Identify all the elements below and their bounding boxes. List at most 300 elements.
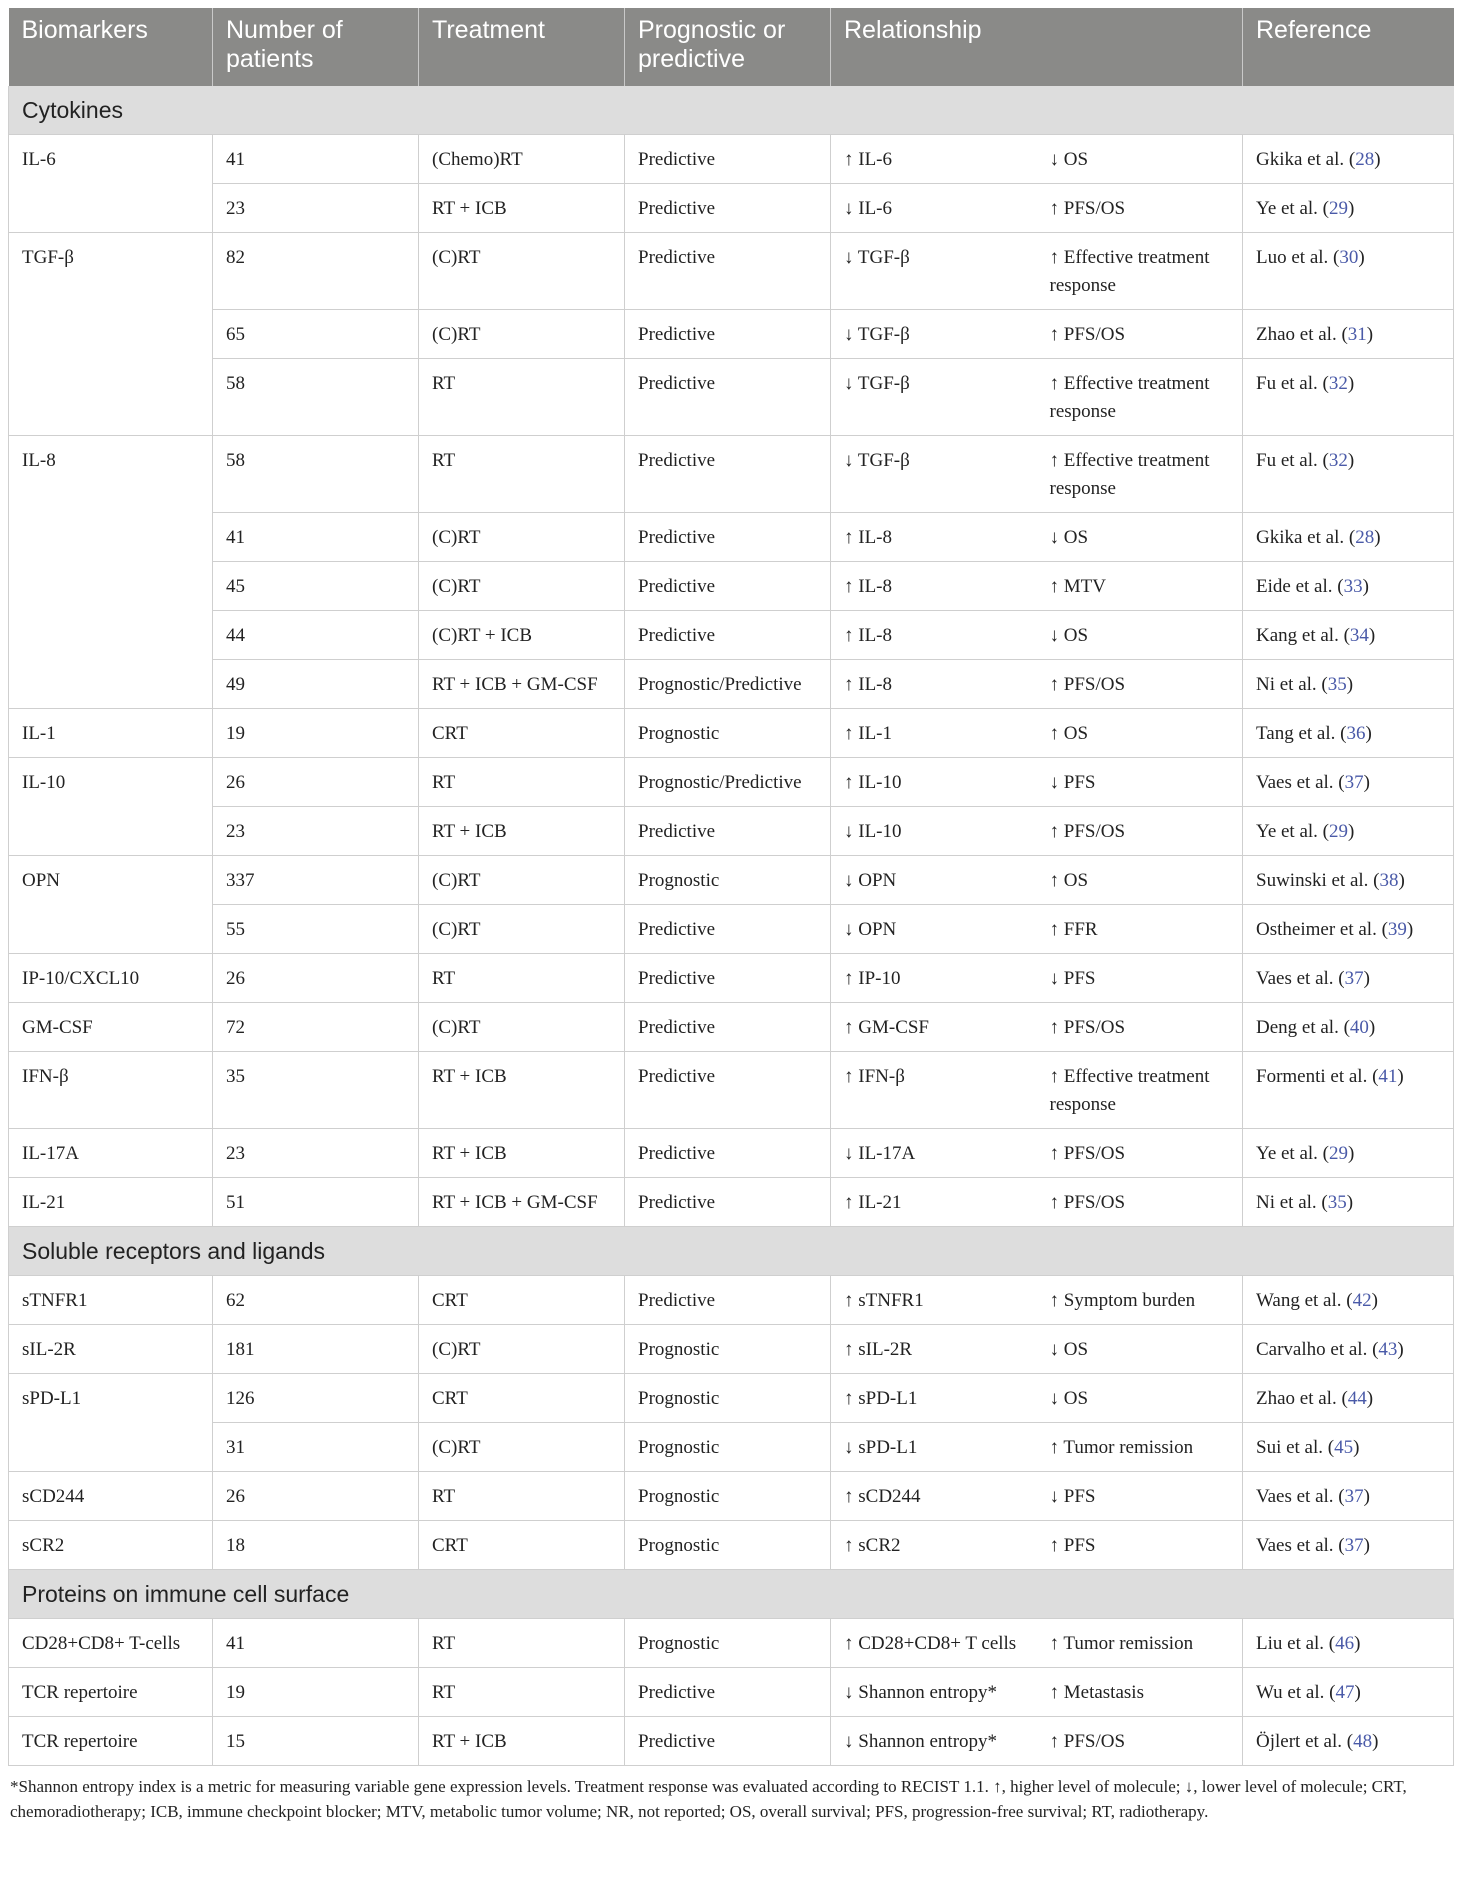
reference-citation-link[interactable]: 28 xyxy=(1355,149,1375,170)
relationship-marker-cell: ↑ IP-10 xyxy=(831,954,1037,1003)
section-header-row xyxy=(9,1570,1454,1619)
reference-cell xyxy=(1243,905,1454,954)
reference-author: Kang et al. ( xyxy=(1256,625,1350,646)
reference-citation-link[interactable]: 38 xyxy=(1379,870,1399,891)
reference-close-paren: ) xyxy=(1366,324,1374,345)
table-row xyxy=(9,184,1454,233)
reference-cell xyxy=(1243,1129,1454,1178)
relationship-outcome-cell: ↑ Effective treatment response xyxy=(1037,359,1243,436)
prognostic-predictive-cell: Predictive xyxy=(625,1003,831,1052)
reference-citation-link[interactable]: 37 xyxy=(1344,1535,1364,1556)
patients-cell: 35 xyxy=(213,1052,419,1129)
relationship-marker-cell: ↓ TGF-β xyxy=(831,233,1037,310)
reference-close-paren: ) xyxy=(1354,1633,1361,1654)
reference-cell xyxy=(1243,1374,1454,1423)
table-row xyxy=(9,359,1454,436)
table-row xyxy=(9,1668,1454,1717)
treatment-cell: RT + ICB xyxy=(419,807,625,856)
prognostic-predictive-cell: Predictive xyxy=(625,310,831,359)
reference-author: Fu et al. ( xyxy=(1256,450,1329,471)
treatment-cell: RT xyxy=(419,1619,625,1668)
biomarker-cell: IL-21 xyxy=(9,1178,213,1227)
table-row xyxy=(9,1472,1454,1521)
prognostic-predictive-cell: Prognostic xyxy=(625,709,831,758)
reference-close-paren: ) xyxy=(1354,1682,1361,1703)
reference-citation-link[interactable]: 35 xyxy=(1327,1192,1347,1213)
treatment-cell: RT xyxy=(419,359,625,436)
prognostic-predictive-cell: Prognostic xyxy=(625,1619,831,1668)
treatment-cell: RT + ICB + GM-CSF xyxy=(419,660,625,709)
reference-citation-link[interactable]: 36 xyxy=(1346,723,1366,744)
table-row xyxy=(9,1325,1454,1374)
header-relationship: Relationship xyxy=(831,8,1243,86)
reference-close-paren: ) xyxy=(1368,625,1376,646)
biomarker-cell: IFN-β xyxy=(9,1052,213,1129)
table-row xyxy=(9,436,1454,513)
treatment-cell: RT + ICB xyxy=(419,184,625,233)
reference-close-paren: ) xyxy=(1348,198,1355,219)
patients-cell: 55 xyxy=(213,905,419,954)
biomarker-cell: IL-1 xyxy=(9,709,213,758)
reference-close-paren: ) xyxy=(1362,576,1369,597)
relationship-marker-cell: ↑ sPD-L1 xyxy=(831,1374,1037,1423)
prognostic-predictive-cell: Prognostic/Predictive xyxy=(625,660,831,709)
biomarker-cell: sIL-2R xyxy=(9,1325,213,1374)
reference-citation-link[interactable]: 28 xyxy=(1355,527,1375,548)
treatment-cell: RT + ICB xyxy=(419,1052,625,1129)
table-row xyxy=(9,1276,1454,1325)
relationship-outcome-cell: ↑ OS xyxy=(1037,856,1243,905)
reference-cell xyxy=(1243,1178,1454,1227)
reference-close-paren: ) xyxy=(1358,247,1365,268)
biomarker-cell: IP-10/CXCL10 xyxy=(9,954,213,1003)
relationship-outcome-cell: ↓ PFS xyxy=(1037,758,1243,807)
treatment-cell: (Chemo)RT xyxy=(419,135,625,184)
treatment-cell: (C)RT xyxy=(419,905,625,954)
treatment-cell: (C)RT xyxy=(419,856,625,905)
relationship-marker-cell: ↑ IL-6 xyxy=(831,135,1037,184)
section-title: Proteins on immune cell surface xyxy=(9,1570,1454,1619)
reference-citation-link[interactable]: 46 xyxy=(1335,1633,1355,1654)
treatment-cell: CRT xyxy=(419,1276,625,1325)
section-title: Cytokines xyxy=(9,86,1454,135)
relationship-outcome-cell: ↑ PFS/OS xyxy=(1037,1129,1243,1178)
patients-cell: 26 xyxy=(213,1472,419,1521)
table-row xyxy=(9,1052,1454,1129)
reference-citation-link[interactable]: 29 xyxy=(1329,198,1349,219)
prognostic-predictive-cell: Predictive xyxy=(625,611,831,660)
relationship-marker-cell: ↓ OPN xyxy=(831,905,1037,954)
reference-author: Wang et al. ( xyxy=(1256,1290,1353,1311)
reference-author: Carvalho et al. ( xyxy=(1256,1339,1379,1360)
biomarker-cell: sPD-L1 xyxy=(9,1374,213,1472)
prognostic-predictive-cell: Predictive xyxy=(625,1129,831,1178)
treatment-cell: RT xyxy=(419,758,625,807)
prognostic-predictive-cell: Predictive xyxy=(625,562,831,611)
relationship-outcome-cell: ↑ PFS/OS xyxy=(1037,807,1243,856)
reference-cell xyxy=(1243,1619,1454,1668)
reference-cell xyxy=(1243,1052,1454,1129)
table-row xyxy=(9,1423,1454,1472)
relationship-marker-cell: ↓ IL-17A xyxy=(831,1129,1037,1178)
biomarker-cell: GM-CSF xyxy=(9,1003,213,1052)
reference-citation-link[interactable]: 30 xyxy=(1339,247,1359,268)
relationship-marker-cell: ↑ sTNFR1 xyxy=(831,1276,1037,1325)
header-biomarkers: Biomarkers xyxy=(9,8,213,86)
relationship-marker-cell: ↑ IL-8 xyxy=(831,513,1037,562)
reference-citation-link[interactable]: 35 xyxy=(1327,674,1347,695)
header-prognostic-or-predictive: Prognostic or predictive xyxy=(625,8,831,86)
reference-citation-link[interactable]: 45 xyxy=(1334,1437,1354,1458)
reference-citation-link[interactable]: 29 xyxy=(1329,821,1349,842)
relationship-marker-cell: ↑ sCD244 xyxy=(831,1472,1037,1521)
reference-close-paren: ) xyxy=(1353,1437,1360,1458)
reference-author: Vaes et al. ( xyxy=(1256,772,1345,793)
relationship-marker-cell: ↑ sIL-2R xyxy=(831,1325,1037,1374)
table-row xyxy=(9,310,1454,359)
table-row xyxy=(9,954,1454,1003)
reference-citation-link[interactable]: 37 xyxy=(1344,772,1364,793)
reference-close-paren: ) xyxy=(1398,870,1405,891)
reference-author: Eide et al. ( xyxy=(1256,576,1344,597)
reference-citation-link[interactable]: 32 xyxy=(1328,373,1348,394)
patients-cell: 82 xyxy=(213,233,419,310)
treatment-cell: (C)RT xyxy=(419,233,625,310)
patients-cell: 337 xyxy=(213,856,419,905)
patients-cell: 41 xyxy=(213,513,419,562)
prognostic-predictive-cell: Prognostic xyxy=(625,856,831,905)
reference-close-paren: ) xyxy=(1406,919,1414,940)
biomarker-cell: sCD244 xyxy=(9,1472,213,1521)
reference-citation-link[interactable]: 39 xyxy=(1387,919,1407,940)
reference-author: Öjlert et al. ( xyxy=(1256,1731,1354,1752)
reference-citation-link[interactable]: 40 xyxy=(1349,1017,1369,1038)
reference-author: Gkika et al. ( xyxy=(1256,149,1356,170)
treatment-cell: (C)RT + ICB xyxy=(419,611,625,660)
biomarker-cell: TCR repertoire xyxy=(9,1668,213,1717)
table-row xyxy=(9,856,1454,905)
biomarker-cell: sTNFR1 xyxy=(9,1276,213,1325)
relationship-marker-cell: ↑ GM-CSF xyxy=(831,1003,1037,1052)
reference-close-paren: ) xyxy=(1366,1388,1374,1409)
prognostic-predictive-cell: Prognostic/Predictive xyxy=(625,758,831,807)
reference-author: Vaes et al. ( xyxy=(1256,1486,1345,1507)
reference-author: Ni et al. ( xyxy=(1256,674,1328,695)
relationship-marker-cell: ↑ IL-8 xyxy=(831,562,1037,611)
treatment-cell: RT xyxy=(419,436,625,513)
relationship-outcome-cell: ↑ Effective treatment response xyxy=(1037,1052,1243,1129)
relationship-outcome-cell: ↑ PFS/OS xyxy=(1037,184,1243,233)
reference-cell xyxy=(1243,1717,1454,1766)
reference-cell xyxy=(1243,660,1454,709)
table-row xyxy=(9,807,1454,856)
relationship-outcome-cell: ↓ OS xyxy=(1037,513,1243,562)
relationship-outcome-cell: ↓ PFS xyxy=(1037,954,1243,1003)
prognostic-predictive-cell: Predictive xyxy=(625,184,831,233)
patients-cell: 58 xyxy=(213,436,419,513)
reference-close-paren: ) xyxy=(1363,1486,1370,1507)
patients-cell: 23 xyxy=(213,807,419,856)
reference-author: Zhao et al. ( xyxy=(1256,324,1348,345)
biomarker-cell: CD28+CD8+ T-cells xyxy=(9,1619,213,1668)
patients-cell: 19 xyxy=(213,709,419,758)
relationship-marker-cell: ↓ IL-10 xyxy=(831,807,1037,856)
relationship-outcome-cell: ↑ Effective treatment response xyxy=(1037,436,1243,513)
table-row xyxy=(9,513,1454,562)
prognostic-predictive-cell: Predictive xyxy=(625,436,831,513)
reference-citation-link[interactable]: 41 xyxy=(1378,1066,1398,1087)
relationship-outcome-cell: ↓ OS xyxy=(1037,1325,1243,1374)
reference-close-paren: ) xyxy=(1348,1143,1355,1164)
prognostic-predictive-cell: Predictive xyxy=(625,807,831,856)
patients-cell: 41 xyxy=(213,1619,419,1668)
table-row xyxy=(9,611,1454,660)
reference-author: Ye et al. ( xyxy=(1256,821,1330,842)
treatment-cell: (C)RT xyxy=(419,1003,625,1052)
reference-citation-link[interactable]: 31 xyxy=(1347,324,1367,345)
patients-cell: 45 xyxy=(213,562,419,611)
reference-cell xyxy=(1243,954,1454,1003)
treatment-cell: CRT xyxy=(419,709,625,758)
reference-author: Luo et al. ( xyxy=(1256,247,1340,268)
patients-cell: 23 xyxy=(213,1129,419,1178)
table-row xyxy=(9,233,1454,310)
reference-citation-link[interactable]: 33 xyxy=(1343,576,1363,597)
relationship-marker-cell: ↑ IFN-β xyxy=(831,1052,1037,1129)
reference-cell xyxy=(1243,807,1454,856)
treatment-cell: CRT xyxy=(419,1521,625,1570)
relationship-marker-cell: ↑ IL-21 xyxy=(831,1178,1037,1227)
reference-author: Zhao et al. ( xyxy=(1256,1388,1348,1409)
reference-cell xyxy=(1243,758,1454,807)
reference-close-paren: ) xyxy=(1348,821,1355,842)
reference-author: Deng et al. ( xyxy=(1256,1017,1350,1038)
reference-cell xyxy=(1243,1668,1454,1717)
patients-cell: 41 xyxy=(213,135,419,184)
reference-cell xyxy=(1243,562,1454,611)
prognostic-predictive-cell: Prognostic xyxy=(625,1374,831,1423)
relationship-marker-cell: ↓ OPN xyxy=(831,856,1037,905)
prognostic-predictive-cell: Predictive xyxy=(625,1178,831,1227)
treatment-cell: RT xyxy=(419,1472,625,1521)
reference-author: Sui et al. ( xyxy=(1256,1437,1335,1458)
treatment-cell: (C)RT xyxy=(419,513,625,562)
relationship-outcome-cell: ↑ Symptom burden xyxy=(1037,1276,1243,1325)
reference-close-paren: ) xyxy=(1363,772,1370,793)
biomarker-cell: IL-6 xyxy=(9,135,213,233)
reference-cell xyxy=(1243,233,1454,310)
patients-cell: 15 xyxy=(213,1717,419,1766)
header-reference: Reference xyxy=(1243,8,1454,86)
treatment-cell: RT xyxy=(419,1668,625,1717)
reference-author: Vaes et al. ( xyxy=(1256,1535,1345,1556)
relationship-outcome-cell: ↑ Effective treatment response xyxy=(1037,233,1243,310)
treatment-cell: RT + ICB xyxy=(419,1717,625,1766)
relationship-marker-cell: ↑ CD28+CD8+ T cells xyxy=(831,1619,1037,1668)
reference-cell xyxy=(1243,310,1454,359)
biomarker-table xyxy=(8,8,1454,1766)
table-row xyxy=(9,135,1454,184)
reference-close-paren: ) xyxy=(1346,1192,1354,1213)
biomarker-cell: TGF-β xyxy=(9,233,213,436)
reference-citation-link[interactable]: 34 xyxy=(1349,625,1369,646)
relationship-outcome-cell: ↑ PFS/OS xyxy=(1037,1178,1243,1227)
patients-cell: 65 xyxy=(213,310,419,359)
table-row xyxy=(9,1374,1454,1423)
prognostic-predictive-cell: Predictive xyxy=(625,954,831,1003)
section-header-row xyxy=(9,1227,1454,1276)
reference-author: Ostheimer et al. ( xyxy=(1256,919,1388,940)
reference-author: Liu et al. ( xyxy=(1256,1633,1336,1654)
reference-citation-link[interactable]: 37 xyxy=(1344,968,1364,989)
reference-cell xyxy=(1243,184,1454,233)
reference-close-paren: ) xyxy=(1363,968,1370,989)
prognostic-predictive-cell: Predictive xyxy=(625,1052,831,1129)
reference-citation-link[interactable]: 37 xyxy=(1344,1486,1364,1507)
relationship-marker-cell: ↑ IL-1 xyxy=(831,709,1037,758)
treatment-cell: (C)RT xyxy=(419,562,625,611)
reference-close-paren: ) xyxy=(1371,1290,1378,1311)
reference-cell xyxy=(1243,135,1454,184)
prognostic-predictive-cell: Predictive xyxy=(625,1717,831,1766)
reference-citation-link[interactable]: 44 xyxy=(1347,1388,1367,1409)
prognostic-predictive-cell: Predictive xyxy=(625,1668,831,1717)
relationship-marker-cell: ↓ TGF-β xyxy=(831,436,1037,513)
treatment-cell: RT + ICB xyxy=(419,1129,625,1178)
relationship-outcome-cell: ↓ OS xyxy=(1037,135,1243,184)
table-footnote: *Shannon entropy index is a metric for measuring variable gene expression levels. Treatment response was evaluated according to RECIST 1.1. ↑, higher level of molecule; ↓, lower level of molecule; CRT, chemoradiotherapy; ICB, immune checkpoint blocker; MTV, metabolic tumor volume; NR, not reported; OS, overall survival; PFS, progression-free survival; RT, radiotherapy. xyxy=(10,1777,1407,1821)
prognostic-predictive-cell: Prognostic xyxy=(625,1325,831,1374)
table-row xyxy=(9,562,1454,611)
table-row xyxy=(9,1178,1454,1227)
reference-cell xyxy=(1243,436,1454,513)
treatment-cell: CRT xyxy=(419,1374,625,1423)
table-row xyxy=(9,1521,1454,1570)
relationship-outcome-cell: ↑ OS xyxy=(1037,709,1243,758)
prognostic-predictive-cell: Predictive xyxy=(625,135,831,184)
treatment-cell: RT + ICB + GM-CSF xyxy=(419,1178,625,1227)
patients-cell: 31 xyxy=(213,1423,419,1472)
biomarker-cell: OPN xyxy=(9,856,213,954)
reference-cell xyxy=(1243,1521,1454,1570)
prognostic-predictive-cell: Prognostic xyxy=(625,1472,831,1521)
section-header-row xyxy=(9,86,1454,135)
reference-cell xyxy=(1243,1276,1454,1325)
patients-cell: 26 xyxy=(213,954,419,1003)
reference-cell xyxy=(1243,513,1454,562)
treatment-cell: (C)RT xyxy=(419,1423,625,1472)
reference-citation-link[interactable]: 48 xyxy=(1353,1731,1373,1752)
section-title: Soluble receptors and ligands xyxy=(9,1227,1454,1276)
reference-citation-link[interactable]: 29 xyxy=(1329,1143,1349,1164)
relationship-outcome-cell: ↑ FFR xyxy=(1037,905,1243,954)
table-body xyxy=(9,86,1454,1766)
relationship-marker-cell: ↑ IL-8 xyxy=(831,611,1037,660)
relationship-marker-cell: ↓ TGF-β xyxy=(831,310,1037,359)
relationship-outcome-cell: ↑ PFS xyxy=(1037,1521,1243,1570)
patients-cell: 19 xyxy=(213,1668,419,1717)
header-number-of-patients: Number of patients xyxy=(213,8,419,86)
treatment-cell: RT xyxy=(419,954,625,1003)
reference-citation-link[interactable]: 47 xyxy=(1335,1682,1355,1703)
relationship-marker-cell: ↓ Shannon entropy* xyxy=(831,1668,1037,1717)
patients-cell: 72 xyxy=(213,1003,419,1052)
patients-cell: 26 xyxy=(213,758,419,807)
reference-close-paren: ) xyxy=(1347,373,1355,394)
reference-author: Tang et al. ( xyxy=(1256,723,1347,744)
reference-cell xyxy=(1243,1003,1454,1052)
reference-cell xyxy=(1243,359,1454,436)
prognostic-predictive-cell: Predictive xyxy=(625,1276,831,1325)
reference-cell xyxy=(1243,611,1454,660)
patients-cell: 18 xyxy=(213,1521,419,1570)
reference-close-paren: ) xyxy=(1397,1066,1404,1087)
relationship-marker-cell: ↓ TGF-β xyxy=(831,359,1037,436)
biomarker-table-container xyxy=(8,8,1453,1824)
reference-citation-link[interactable]: 42 xyxy=(1352,1290,1372,1311)
header-treatment: Treatment xyxy=(419,8,625,86)
reference-close-paren: ) xyxy=(1374,527,1381,548)
table-row xyxy=(9,758,1454,807)
reference-close-paren: ) xyxy=(1374,149,1381,170)
relationship-outcome-cell: ↑ Tumor remission xyxy=(1037,1619,1243,1668)
relationship-outcome-cell: ↑ MTV xyxy=(1037,562,1243,611)
patients-cell: 181 xyxy=(213,1325,419,1374)
prognostic-predictive-cell: Predictive xyxy=(625,359,831,436)
relationship-outcome-cell: ↑ PFS/OS xyxy=(1037,1717,1243,1766)
relationship-marker-cell: ↑ IL-8 xyxy=(831,660,1037,709)
relationship-marker-cell: ↑ sCR2 xyxy=(831,1521,1037,1570)
table-row xyxy=(9,1717,1454,1766)
reference-author: Vaes et al. ( xyxy=(1256,968,1345,989)
table-row xyxy=(9,905,1454,954)
patients-cell: 58 xyxy=(213,359,419,436)
reference-cell xyxy=(1243,1423,1454,1472)
table-row xyxy=(9,709,1454,758)
relationship-marker-cell: ↓ IL-6 xyxy=(831,184,1037,233)
relationship-outcome-cell: ↑ Metastasis xyxy=(1037,1668,1243,1717)
treatment-cell: (C)RT xyxy=(419,310,625,359)
prognostic-predictive-cell: Prognostic xyxy=(625,1521,831,1570)
reference-author: Formenti et al. ( xyxy=(1256,1066,1379,1087)
reference-close-paren: ) xyxy=(1397,1339,1404,1360)
reference-close-paren: ) xyxy=(1347,450,1355,471)
patients-cell: 126 xyxy=(213,1374,419,1423)
relationship-outcome-cell: ↓ OS xyxy=(1037,1374,1243,1423)
reference-cell xyxy=(1243,856,1454,905)
relationship-marker-cell: ↓ Shannon entropy* xyxy=(831,1717,1037,1766)
relationship-outcome-cell: ↑ Tumor remission xyxy=(1037,1423,1243,1472)
reference-cell xyxy=(1243,709,1454,758)
reference-author: Gkika et al. ( xyxy=(1256,527,1356,548)
biomarker-cell: TCR repertoire xyxy=(9,1717,213,1766)
reference-author: Ni et al. ( xyxy=(1256,1192,1328,1213)
reference-author: Ye et al. ( xyxy=(1256,1143,1330,1164)
relationship-outcome-cell: ↓ PFS xyxy=(1037,1472,1243,1521)
reference-author: Suwinski et al. ( xyxy=(1256,870,1380,891)
reference-close-paren: ) xyxy=(1368,1017,1376,1038)
prognostic-predictive-cell: Prognostic xyxy=(625,1423,831,1472)
reference-citation-link[interactable]: 32 xyxy=(1328,450,1348,471)
patients-cell: 51 xyxy=(213,1178,419,1227)
biomarker-cell: IL-8 xyxy=(9,436,213,709)
patients-cell: 44 xyxy=(213,611,419,660)
biomarker-cell: IL-10 xyxy=(9,758,213,856)
reference-close-paren: ) xyxy=(1363,1535,1370,1556)
reference-citation-link[interactable]: 43 xyxy=(1378,1339,1398,1360)
prognostic-predictive-cell: Predictive xyxy=(625,905,831,954)
relationship-outcome-cell: ↑ PFS/OS xyxy=(1037,310,1243,359)
